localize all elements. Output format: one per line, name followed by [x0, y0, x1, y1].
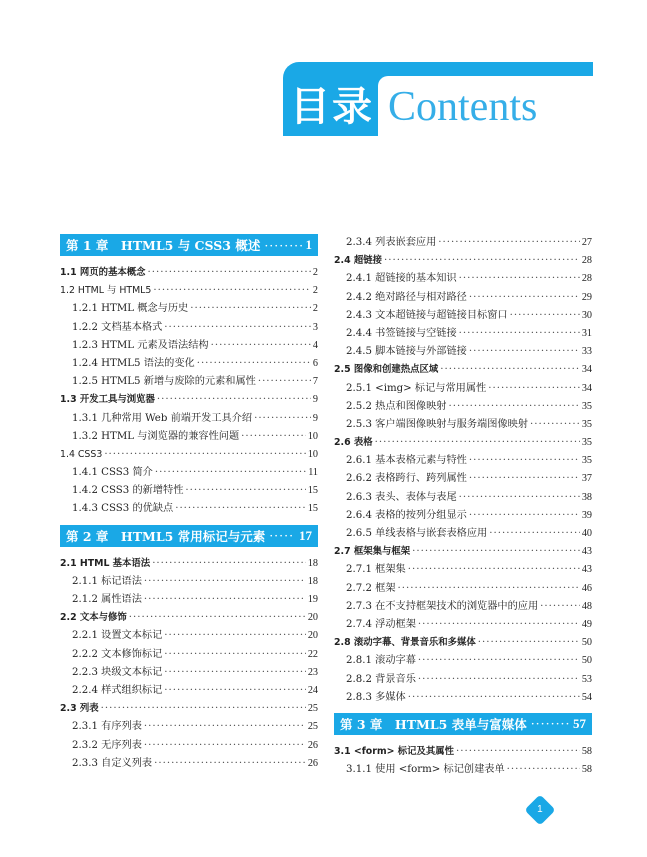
toc-entry-label: 1.4.2 CSS3 的新增特性	[72, 485, 184, 497]
toc-entry-label: 2.8.2 背景音乐	[346, 673, 416, 685]
toc-entry-page: 37	[581, 473, 592, 485]
toc-section-entry[interactable]	[334, 743, 592, 761]
toc-entry-page: 26	[307, 739, 318, 751]
toc-entry-page: 33	[581, 346, 592, 358]
toc-entry-page: 35	[581, 400, 592, 412]
toc-entry-page: 28	[581, 273, 592, 285]
dot-leader	[155, 464, 306, 482]
toc-entry-page: 26	[307, 757, 318, 769]
toc-entry-page: 2	[312, 303, 318, 315]
toc-entry-label: 2.4.1 超链接的基本知识	[346, 273, 457, 285]
page-number-badge	[524, 794, 555, 825]
dot-leader	[489, 525, 580, 543]
toc-entry-label: 3.1 <form> 标记及其属性	[334, 745, 455, 757]
toc-subsection-entry[interactable]	[334, 598, 592, 616]
dot-leader	[164, 682, 306, 700]
dot-leader	[164, 319, 311, 337]
toc-entry-page: 27	[581, 237, 592, 248]
toc-entry-page: 10	[307, 430, 318, 442]
toc-subsection-entry[interactable]	[60, 682, 318, 700]
toc-entry-page: 7	[312, 376, 318, 388]
toc-entry-label: 2.5.1 <img> 标记与常用属性	[346, 382, 487, 394]
toc-entry-label: 1.2.2 文档基本格式	[72, 321, 163, 333]
toc-entry-page: 39	[581, 509, 592, 521]
dot-leader	[469, 289, 580, 307]
toc-section-entry[interactable]	[334, 361, 592, 379]
toc-subsection-entry[interactable]	[60, 500, 318, 518]
toc-subsection-entry[interactable]	[334, 561, 592, 579]
toc-subsection-entry[interactable]	[60, 410, 318, 428]
toc-entry-label: 1.3.1 几种常用 Web 前端开发工具介绍	[72, 412, 253, 424]
toc-entry-page: 2	[312, 267, 318, 278]
toc-entry-page: 30	[581, 309, 592, 321]
toc-entry-page: 34	[581, 382, 592, 394]
toc-entry-label: 2.2.4 样式组织标记	[72, 684, 163, 696]
toc-section-entry[interactable]	[334, 543, 592, 561]
dot-leader	[398, 580, 580, 598]
toc-entry-label: 2.8 滚动字幕、背景音乐和多媒体	[334, 637, 476, 649]
dot-leader	[507, 761, 580, 779]
toc-entry-label: 2.1 HTML 基本语法	[60, 557, 151, 569]
toc-entry-label: 2.4.4 书签链接与空链接	[346, 327, 457, 339]
toc-entry-label: 2.8.1 滚动字幕	[346, 655, 416, 667]
toc-column-right	[334, 234, 592, 779]
toc-entry-label: 2.3.1 有序列表	[72, 721, 142, 733]
toc-entry-label: 1.2.5 HTML5 新增与废除的元素和属性	[72, 376, 256, 388]
toc-entry-label: 2.5.3 客户端图像映射与服务端图像映射	[346, 418, 528, 430]
dot-leader	[418, 616, 580, 634]
dot-leader	[144, 591, 306, 609]
toc-entry-label: 2.5.2 热点和图像映射	[346, 400, 447, 412]
dot-leader	[254, 410, 311, 428]
header-banner-tab	[520, 62, 593, 76]
chapter-heading[interactable]	[60, 525, 318, 547]
toc-entry-page: 29	[581, 291, 592, 303]
toc-subsection-entry[interactable]	[334, 270, 592, 288]
toc-entry-page: 50	[581, 637, 592, 649]
dot-leader	[540, 598, 580, 616]
chapter-heading[interactable]	[60, 234, 318, 256]
dot-leader	[153, 282, 311, 300]
toc-entry-page: 35	[581, 418, 592, 430]
dot-leader	[408, 561, 580, 579]
toc-entry-page: 35	[581, 455, 592, 467]
toc-entry-label: 2.8.3 多媒体	[346, 691, 406, 703]
toc-entry-page: 9	[312, 412, 318, 424]
dot-leader	[375, 434, 580, 452]
toc-subsection-entry[interactable]	[60, 664, 318, 682]
toc-entry-page: 31	[581, 327, 592, 339]
toc-entry-label: 2.1.1 标记语法	[72, 575, 142, 587]
toc-entry-page: 28	[581, 255, 592, 267]
toc-subsection-entry[interactable]	[60, 373, 318, 391]
toc-entry-page: 9	[312, 394, 318, 406]
dot-leader	[469, 470, 580, 488]
toc-subsection-entry[interactable]	[334, 507, 592, 525]
toc-subsection-entry[interactable]	[60, 355, 318, 373]
toc-entry-label: 2.6.5 单线表格与嵌套表格应用	[346, 528, 488, 539]
dot-leader	[456, 743, 580, 761]
toc-entry-label: 2.7.1 框架集	[346, 564, 406, 576]
toc-subsection-entry[interactable]	[60, 319, 318, 337]
toc-entry-page: 35	[581, 437, 592, 449]
toc-entry-page: 18	[307, 557, 318, 569]
dot-leader	[157, 391, 311, 409]
toc-subsection-entry[interactable]	[60, 627, 318, 645]
toc-entry-label: 2.6.2 表格跨行、跨列属性	[346, 473, 467, 485]
dot-leader	[510, 307, 580, 325]
toc-title-english: Contents	[388, 84, 538, 130]
toc-subsection-entry[interactable]	[334, 416, 592, 434]
dot-leader	[384, 252, 580, 270]
toc-section-entry[interactable]	[334, 634, 592, 652]
toc-subsection-entry[interactable]	[334, 325, 592, 343]
toc-subsection-entry[interactable]	[60, 591, 318, 609]
toc-entry-label: 2.2.2 文本修饰标记	[72, 648, 163, 660]
toc-entry-label: 2.2 文本与修饰	[60, 612, 127, 624]
dot-leader	[144, 718, 306, 736]
toc-entry-page: 24	[307, 684, 318, 696]
toc-subsection-entry[interactable]	[60, 337, 318, 355]
toc-entry-page: 19	[307, 594, 318, 605]
toc-entry-label: 2.7.3 在不支持框架技术的浏览器中的应用	[346, 600, 539, 612]
toc-subsection-entry[interactable]	[334, 380, 592, 398]
toc-entry-label: 2.3.4 列表嵌套应用	[346, 237, 437, 248]
toc-subsection-entry[interactable]	[334, 489, 592, 507]
dot-leader	[101, 700, 306, 718]
toc-subsection-entry[interactable]	[60, 482, 318, 500]
toc-entry-label: 2.2.3 块级文本标记	[72, 666, 163, 678]
dot-leader	[144, 573, 306, 591]
toc-entry-page: 20	[307, 630, 318, 642]
dot-leader	[164, 646, 306, 664]
toc-subsection-entry[interactable]	[334, 398, 592, 416]
toc-entry-page: 10	[307, 448, 318, 460]
toc-section-entry[interactable]	[60, 555, 318, 573]
toc-subsection-entry[interactable]	[334, 689, 592, 707]
dot-leader	[459, 325, 580, 343]
toc-subsection-entry[interactable]	[60, 737, 318, 755]
toc-entry-page: 15	[307, 485, 318, 497]
toc-entry-page: 18	[307, 575, 318, 587]
toc-entry-page: 48	[581, 600, 592, 612]
toc-entry-label: 2.2.1 设置文本标记	[72, 630, 163, 642]
toc-section-entry[interactable]	[60, 282, 318, 300]
toc-entry-label: 1.4.3 CSS3 的优缺点	[72, 503, 174, 515]
toc-subsection-entry[interactable]	[60, 428, 318, 446]
dot-leader	[488, 380, 580, 398]
toc-entry-page: 22	[307, 648, 318, 660]
dot-leader	[440, 361, 580, 379]
toc-entry-page: 40	[581, 528, 592, 539]
toc-subsection-entry[interactable]	[334, 234, 592, 252]
toc-entry-label: 第 1 章 HTML5 与 CSS3 概述	[66, 238, 261, 253]
toc-section-entry[interactable]	[60, 391, 318, 409]
dot-leader	[459, 489, 580, 507]
toc-entry-label: 2.3.2 无序列表	[72, 739, 142, 751]
toc-entry-label: 1.2 HTML 与 HTML5	[60, 285, 152, 297]
dot-leader	[104, 446, 306, 464]
toc-entry-label: 1.2.1 HTML 概念与历史	[72, 303, 189, 315]
toc-section-entry[interactable]	[60, 264, 318, 282]
toc-entry-page: 20	[307, 612, 318, 624]
dot-leader	[164, 627, 306, 645]
toc-entry-page: 3	[312, 321, 318, 333]
dot-leader	[418, 652, 580, 670]
toc-entry-page: 46	[581, 582, 592, 594]
toc-subsection-entry[interactable]	[334, 580, 592, 598]
toc-entry-page: 34	[581, 364, 592, 376]
toc-entry-page: 58	[581, 745, 592, 757]
toc-entry-page: 43	[581, 546, 592, 558]
dot-leader	[190, 300, 311, 318]
toc-entry-page: 25	[307, 721, 318, 733]
dot-leader	[185, 482, 305, 500]
toc-section-entry[interactable]	[334, 252, 592, 270]
toc-entry-page: 57	[573, 715, 586, 731]
toc-subsection-entry[interactable]	[334, 616, 592, 634]
dot-leader	[408, 689, 580, 707]
toc-subsection-entry[interactable]	[60, 464, 318, 482]
toc-entry-label: 2.4.2 绝对路径与相对路径	[346, 291, 467, 303]
toc-subsection-entry[interactable]	[334, 452, 592, 470]
chapter-heading[interactable]	[334, 713, 592, 735]
toc-entry-label: 1.1 网页的基本概念	[60, 267, 146, 278]
toc-entry-page: 58	[581, 764, 592, 776]
toc-entry-label: 第 2 章 HTML5 常用标记与元素	[66, 528, 266, 544]
toc-subsection-entry[interactable]	[334, 652, 592, 670]
toc-column-left	[60, 234, 318, 773]
toc-entry-label: 1.3 开发工具与浏览器	[60, 394, 155, 406]
toc-entry-label: 3.1.1 使用 <form> 标记创建表单	[346, 764, 505, 776]
dot-leader	[438, 234, 580, 252]
toc-entry-page: 54	[581, 691, 592, 703]
dot-leader	[148, 264, 311, 282]
toc-entry-label: 2.4.3 文本超链接与超链接目标窗口	[346, 309, 508, 321]
toc-entry-label: 2.3 列表	[60, 703, 99, 715]
toc-entry-label: 2.5 图像和创建热点区域	[334, 364, 439, 376]
dot-leader	[129, 609, 306, 627]
toc-entry-label: 2.7 框架集与框架	[334, 546, 411, 558]
toc-section-entry[interactable]	[60, 700, 318, 718]
dot-leader	[144, 737, 306, 755]
toc-subsection-entry[interactable]	[334, 525, 592, 543]
dot-leader	[412, 543, 580, 561]
dot-leader	[258, 373, 311, 391]
toc-entry-label: 2.6.4 表格的按列分组显示	[346, 509, 467, 521]
toc-section-entry[interactable]	[334, 434, 592, 452]
toc-title-chinese: 目录	[290, 84, 374, 130]
dot-leader	[197, 355, 311, 373]
toc-entry-label: 2.6 表格	[334, 437, 373, 449]
dot-leader	[469, 343, 580, 361]
toc-section-entry[interactable]	[60, 446, 318, 464]
toc-entry-page: 11	[308, 467, 318, 479]
dot-leader	[469, 507, 580, 525]
toc-entry-label: 2.1.2 属性语法	[72, 594, 142, 605]
toc-entry-page: 53	[581, 673, 592, 685]
toc-subsection-entry[interactable]	[334, 307, 592, 325]
toc-entry-page: 15	[307, 503, 318, 515]
dot-leader	[154, 755, 306, 773]
toc-section-entry[interactable]	[60, 609, 318, 627]
toc-entry-page: 23	[307, 666, 318, 678]
toc-entry-page: 4	[312, 339, 318, 351]
dot-leader	[418, 671, 580, 689]
toc-entry-page: 1	[305, 237, 312, 252]
toc-entry-page: 50	[581, 655, 592, 667]
dot-leader	[264, 238, 301, 253]
dot-leader	[241, 428, 306, 446]
toc-entry-page: 43	[581, 564, 592, 576]
toc-subsection-entry[interactable]	[334, 671, 592, 689]
dot-leader	[175, 500, 306, 518]
toc-subsection-entry[interactable]	[60, 573, 318, 591]
toc-entry-label: 1.4.1 CSS3 简介	[72, 467, 153, 479]
dot-leader	[152, 555, 306, 573]
toc-entry-label: 2.7.2 框架	[346, 582, 396, 594]
dot-leader	[531, 716, 569, 731]
toc-entry-label: 2.3.3 自定义列表	[72, 757, 153, 769]
toc-subsection-entry[interactable]	[60, 300, 318, 318]
toc-entry-label: 第 3 章 HTML5 表单与富媒体	[340, 716, 527, 732]
toc-entry-label: 2.4.5 脚本链接与外部链接	[346, 346, 467, 358]
toc-entry-page: 49	[581, 618, 592, 630]
dot-leader	[459, 270, 580, 288]
toc-entry-page: 6	[312, 357, 318, 369]
toc-subsection-entry[interactable]	[60, 646, 318, 664]
toc-entry-label: 2.6.3 表头、表体与表尾	[346, 491, 457, 503]
toc-subsection-entry[interactable]	[334, 289, 592, 307]
toc-entry-label: 1.4 CSS3	[60, 448, 103, 460]
toc-entry-label: 2.4 超链接	[334, 255, 382, 267]
dot-leader	[478, 634, 580, 652]
dot-leader	[164, 664, 306, 682]
toc-entry-label: 2.6.1 基本表格元素与特性	[346, 455, 467, 467]
toc-entry-label: 1.3.2 HTML 与浏览器的兼容性问题	[72, 430, 240, 442]
dot-leader	[469, 452, 580, 470]
toc-entry-label: 1.2.3 HTML 元素及语法结构	[72, 339, 209, 351]
toc-subsection-entry[interactable]	[60, 718, 318, 736]
dot-leader	[448, 398, 579, 416]
toc-entry-page: 2	[312, 285, 318, 297]
toc-subsection-entry[interactable]	[334, 470, 592, 488]
toc-subsection-entry[interactable]	[334, 343, 592, 361]
dot-leader	[211, 337, 311, 355]
toc-entry-page: 38	[581, 491, 592, 503]
toc-entry-page: 17	[299, 527, 312, 543]
dot-leader	[269, 528, 295, 543]
dot-leader	[530, 416, 580, 434]
toc-entry-page: 25	[307, 703, 318, 715]
toc-subsection-entry[interactable]	[60, 755, 318, 773]
toc-subsection-entry[interactable]	[334, 761, 592, 779]
toc-entry-label: 1.2.4 HTML5 语法的变化	[72, 357, 195, 369]
page-number: 1	[537, 804, 543, 815]
toc-entry-label: 2.7.4 浮动框架	[346, 618, 416, 630]
